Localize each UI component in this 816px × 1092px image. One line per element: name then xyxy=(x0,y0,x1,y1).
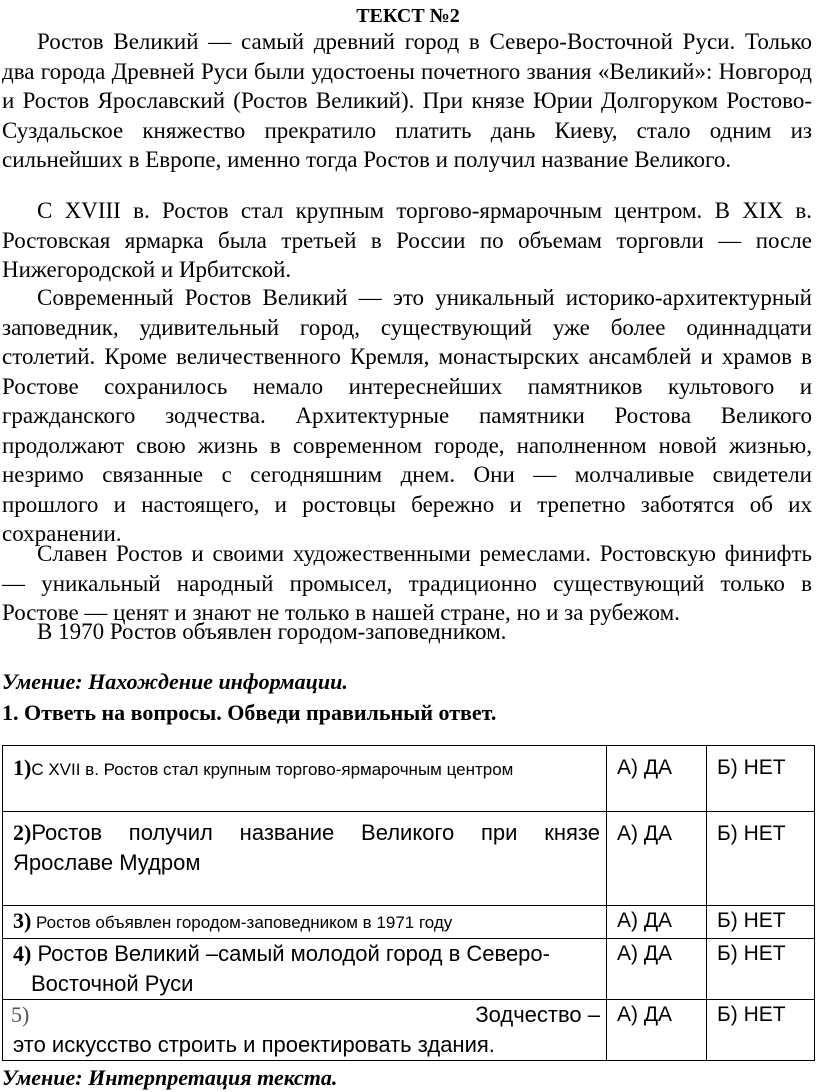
answer-yes-1[interactable]: А) ДА xyxy=(607,746,707,812)
answer-no-1[interactable]: Б) НЕТ xyxy=(707,746,815,812)
text-title: ТЕКСТ №2 xyxy=(356,5,460,27)
question-text-1 xyxy=(3,746,607,812)
answer-yes-2[interactable]: А) ДА xyxy=(607,812,707,906)
question-statement-line-1: Ростов Великий –самый молодой город в Северо- xyxy=(31,941,550,966)
question-row-1 xyxy=(3,746,815,812)
answer-no-2[interactable]: Б) НЕТ xyxy=(707,812,815,906)
task-heading-1: 1. Ответь на вопросы. Обведи правильный ответ. xyxy=(2,700,497,725)
paragraph-3: Современный Ростов Великий — это уникальный историко-архитектурный заповедник, удивительный город, существующий уже более одиннадцати столетий. Кроме величественного Кремля, монастырских ансамблей и храмов в Ростове сохранилось немало интереснейших памятников культового и гражданского зодчества. Архитектурные памятники Ростова Великого продолжают свою жизнь в современном городе, наполненном новой жизнью, незримо связанные с сегодняшним днем. Они — молчаливые свидетели прошлого и настоящего, и ростовцы бережно и трепетно заботятся об их сохранении. xyxy=(2,285,812,546)
answer-no-3[interactable]: Б) НЕТ xyxy=(707,906,815,939)
question-row-4 xyxy=(3,939,815,1000)
skill-heading-interpretation: Умение: Интерпретация текста. xyxy=(2,1065,338,1090)
questions-table xyxy=(2,745,815,1061)
paragraph-5: В 1970 Ростов объявлен городом-заповедником. xyxy=(37,619,507,644)
question-statement: Ростов объявлен городом-заповедником в 1971 году xyxy=(31,913,453,932)
question-text-5 xyxy=(3,1000,607,1061)
question-number: 4) xyxy=(13,941,32,966)
answer-yes-3[interactable]: А) ДА xyxy=(607,906,707,939)
question-number: 2) xyxy=(13,820,32,845)
skill-heading-finding-info: Умение: Нахождение информации. xyxy=(2,669,348,694)
question-text-4 xyxy=(3,939,607,1000)
question-row-5 xyxy=(3,1000,815,1061)
question-number: 3) xyxy=(13,908,32,933)
paragraph-4: Славен Ростов и своими художественными ремеслами. Ростовскую финифть — уникальный народный промысел, традиционно существующий только в Ростове — ценят и знают не только в нашей стране, но и за рубежом. xyxy=(2,541,812,625)
question-statement-line-1: Зодчество – xyxy=(475,1002,600,1027)
answer-no-5[interactable]: Б) НЕТ xyxy=(707,1000,815,1061)
answer-no-4[interactable]: Б) НЕТ xyxy=(707,939,815,1000)
question-statement: С XVII в. Ростов стал крупным торгово-ярмарочным центром xyxy=(31,760,514,779)
paragraph-1: Ростов Великий — самый древний город в Северо-Восточной Руси. Только два города Древней Руси были удостоены почетного звания «Великий»: Новгород и Ростов Ярославский (Ростов Великий). При князе Юрии Долгоруком Ростово-Суздальское княжество прекратило платить дань Киеву, стало одним из сильнейших в Европе, именно тогда Ростов и получил название Великого. xyxy=(2,29,812,172)
question-text-2 xyxy=(3,812,607,906)
question-row-3 xyxy=(3,906,815,939)
question-number: 5) xyxy=(11,1002,30,1027)
question-statement: Ростов получил название Великого при князе Ярославе Мудром xyxy=(13,820,600,875)
question-statement-line-2: это искусство строить и проектировать здания. xyxy=(13,1032,495,1057)
question-row-2 xyxy=(3,812,815,906)
paragraph-2: С XVIII в. Ростов стал крупным торгово-ярмарочным центром. В XIX в. Ростовская ярмарка была третьей в России по объемам торговли — после Нижегородской и Ирбитской. xyxy=(2,198,812,282)
answer-yes-4[interactable]: А) ДА xyxy=(607,939,707,1000)
question-number: 1) xyxy=(13,755,32,780)
question-text-3 xyxy=(3,906,607,939)
answer-yes-5[interactable]: А) ДА xyxy=(607,1000,707,1061)
question-statement-line-2: Восточной Руси xyxy=(31,971,194,996)
